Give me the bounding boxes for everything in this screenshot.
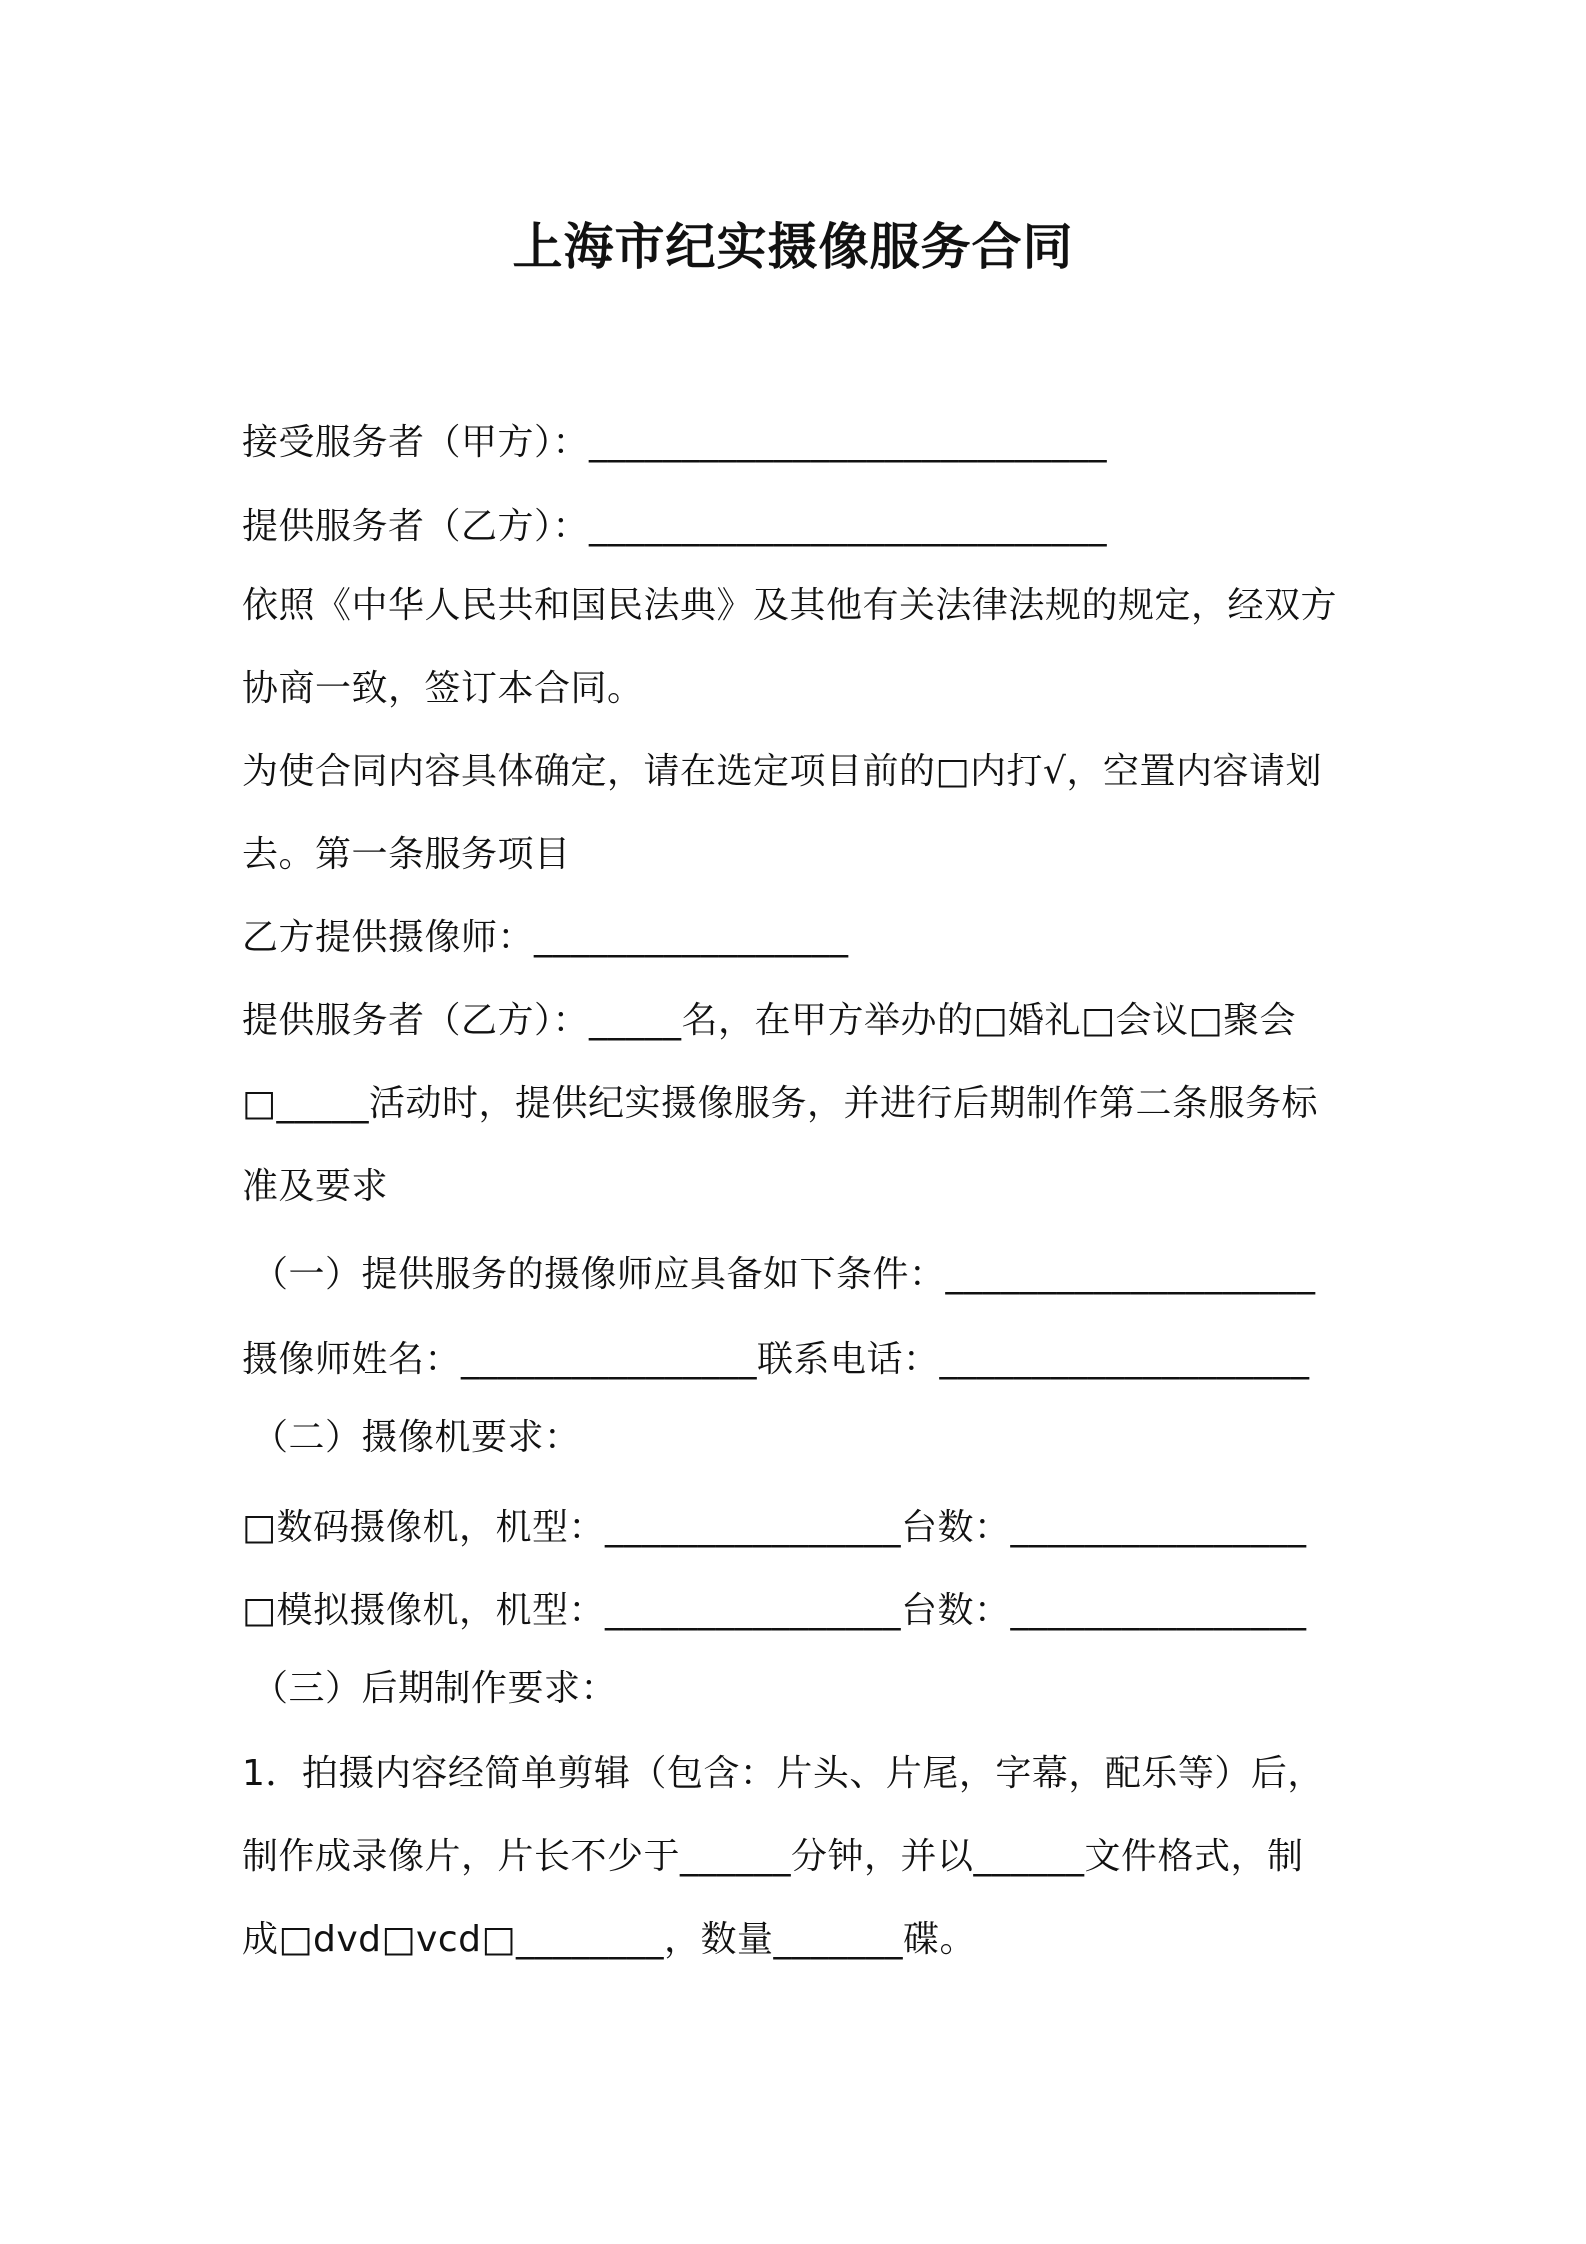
- post-production-line-2: 制作成录像片，片长不少于______分钟，并以______文件格式，制: [242, 1836, 1304, 1877]
- photographer-line: 乙方提供摄像师：_________________: [242, 917, 849, 958]
- instruction-line-2: 去。第一条服务项目: [242, 834, 571, 875]
- photographer-contact-line: 摄像师姓名：________________联系电话：____________________: [242, 1339, 1310, 1380]
- section-two-line: （二）摄像机要求：: [252, 1417, 581, 1458]
- contract-title: 上海市纪实摄像服务合同: [512, 218, 1074, 276]
- preamble-line-2: 协商一致，签订本合同。: [242, 668, 644, 709]
- service-item-line-3: 准及要求: [242, 1166, 389, 1207]
- post-production-line-1: 1．拍摄内容经简单剪辑（包含：片头、片尾，字幕，配乐等）后，: [242, 1753, 1324, 1794]
- preamble-line-1: 依照《中华人民共和国民法典》及其他有关法律法规的规定，经双方: [242, 585, 1338, 626]
- section-one-line: （一）提供服务的摄像师应具备如下条件：____________________: [252, 1254, 1316, 1295]
- party-b-line: 提供服务者（乙方）：____________________________: [242, 506, 1108, 547]
- service-item-line-2: □_____活动时，提供纪实摄像服务，并进行后期制作第二条服务标: [242, 1083, 1319, 1124]
- analog-camera-line: □模拟摄像机，机型：________________台数：________________: [242, 1590, 1307, 1631]
- service-item-line-1: 提供服务者（乙方）：_____名，在甲方举办的□婚礼□会议□聚会: [242, 1000, 1297, 1041]
- instruction-line-1: 为使合同内容具体确定，请在选定项目前的□内打√，空置内容请划: [242, 751, 1322, 792]
- post-production-line-3: 成□dvd□vcd□________，数量_______碟。: [242, 1919, 976, 1960]
- section-three-line: （三）后期制作要求：: [252, 1668, 618, 1709]
- party-a-line: 接受服务者（甲方）：____________________________: [242, 422, 1108, 463]
- digital-camera-line: □数码摄像机，机型：________________台数：________________: [242, 1507, 1307, 1548]
